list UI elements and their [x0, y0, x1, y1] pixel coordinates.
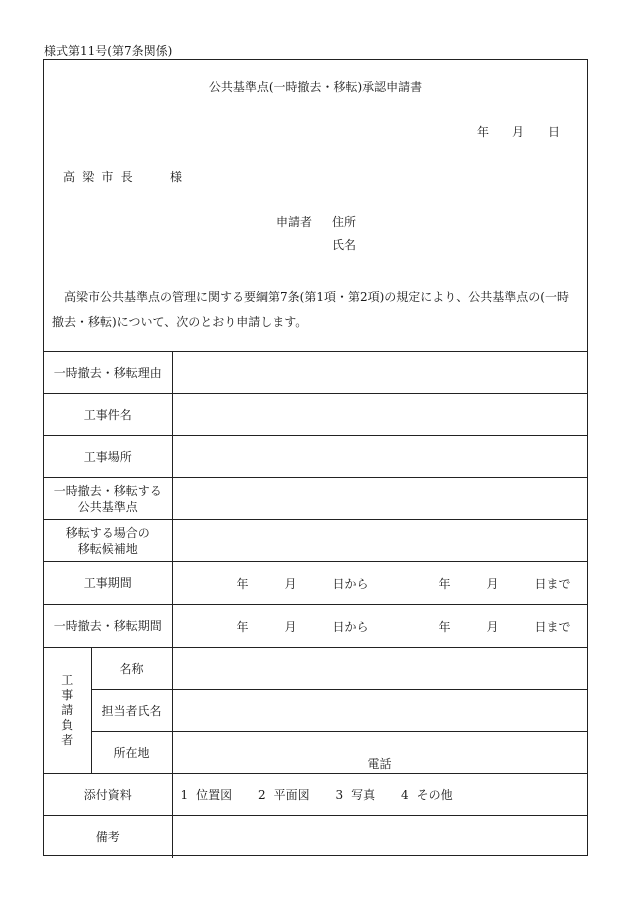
contractor-name-label: 名称: [91, 648, 172, 690]
attachment-text: 平面図: [273, 788, 310, 802]
attachment-number: 2: [258, 788, 266, 802]
contractor-phone-label: 電話: [367, 757, 392, 771]
contractor-address-label: 所在地: [91, 732, 172, 774]
contractor-address-field[interactable]: [172, 732, 587, 774]
period-end-month: 月: [486, 576, 499, 591]
removal-period-label: 一時撤去・移転期間: [44, 605, 172, 648]
project-period-field[interactable]: [172, 562, 587, 605]
project-location-field[interactable]: [172, 436, 587, 478]
contractor-label-char: 負: [61, 718, 74, 732]
table-row: [44, 690, 587, 732]
period-start-day: 日から: [332, 576, 369, 591]
target-points-label-line2: 公共基準点: [77, 499, 138, 514]
project-location-label: 工事場所: [44, 436, 172, 478]
application-statement: 高梁市公共基準点の管理に関する要綱第7条(第1項・第2項)の規定により、公共基準点の(一時撤去・移転)について、次のとおり申請します。: [52, 290, 569, 329]
date-month: 月: [512, 125, 525, 139]
remarks-field[interactable]: [172, 816, 587, 858]
attachment-text: その他: [416, 788, 453, 802]
project-name-field[interactable]: [172, 394, 587, 436]
attachment-number: 1: [180, 788, 189, 802]
attachment-number: 4: [400, 788, 409, 802]
applicant-address-label: 住所: [332, 215, 357, 229]
addressee-honorific: 様: [170, 170, 183, 184]
contractor-person-label: 担当者氏名: [91, 690, 172, 732]
contractor-label-char: 工: [61, 673, 74, 687]
table-row: [44, 816, 587, 858]
removal-end-month: 月: [486, 619, 499, 634]
period-end-day: 日まで: [534, 576, 571, 591]
period-end-year: 年: [438, 576, 451, 591]
contractor-name-field[interactable]: [172, 648, 587, 690]
table-row: [44, 352, 587, 394]
removal-period-field[interactable]: [172, 605, 587, 648]
application-table: [44, 351, 587, 858]
target-points-field[interactable]: [172, 478, 587, 520]
removal-end-day: 日まで: [534, 619, 571, 634]
attachment-number: 3: [335, 788, 344, 802]
attachments-label: 添付資料: [44, 774, 172, 816]
date-year: 年: [477, 125, 490, 139]
attachment-text: 写真: [351, 788, 376, 802]
applicant-name-label: 氏名: [332, 238, 357, 252]
removal-start-day: 日から: [332, 619, 369, 634]
attachment-item[interactable]: [181, 788, 233, 802]
contractor-group-label: [44, 648, 91, 774]
candidate-site-label: [44, 520, 172, 562]
table-row: [44, 774, 587, 816]
candidate-site-field[interactable]: [172, 520, 587, 562]
table-row: [44, 394, 587, 436]
contractor-label-char: 者: [61, 733, 74, 747]
attachment-item[interactable]: [258, 788, 310, 802]
table-row: [44, 520, 587, 562]
reason-field[interactable]: [172, 352, 587, 394]
table-row: [44, 732, 587, 774]
form-number: 様式第11号(第7条関係): [44, 44, 173, 58]
project-period-label: 工事期間: [44, 562, 172, 605]
candidate-site-label-line2: 移転候補地: [77, 541, 138, 556]
applicant-label: 申請者: [276, 215, 313, 229]
removal-end-year: 年: [438, 619, 451, 634]
attachment-text: 位置図: [196, 788, 233, 802]
table-row: [44, 605, 587, 648]
attachment-item[interactable]: [401, 788, 453, 802]
project-name-label: 工事件名: [44, 394, 172, 436]
table-row: [44, 478, 587, 520]
table-row: [44, 436, 587, 478]
attachments-list: [172, 774, 587, 816]
period-start-year: 年: [236, 576, 249, 591]
contractor-label-char: 請: [61, 703, 74, 717]
date-day: 日: [548, 125, 561, 139]
target-points-label: [44, 478, 172, 520]
reason-label: 一時撤去・移転理由: [44, 352, 172, 394]
removal-start-month: 月: [284, 619, 297, 634]
form-title: 公共基準点(一時撤去・移転)承認申請書: [208, 80, 423, 94]
application-form: [43, 59, 588, 856]
attachment-item[interactable]: [335, 788, 375, 802]
removal-start-year: 年: [236, 619, 249, 634]
remarks-label: 備考: [44, 816, 172, 858]
addressee-name: 高梁市長: [63, 170, 140, 184]
table-row: [44, 562, 587, 605]
table-row: [44, 648, 587, 690]
contractor-label-char: 事: [61, 688, 74, 702]
contractor-person-field[interactable]: [172, 690, 587, 732]
target-points-label-line1: 一時撤去・移転する: [53, 483, 162, 498]
period-start-month: 月: [284, 576, 297, 591]
candidate-site-label-line1: 移転する場合の: [65, 525, 150, 540]
